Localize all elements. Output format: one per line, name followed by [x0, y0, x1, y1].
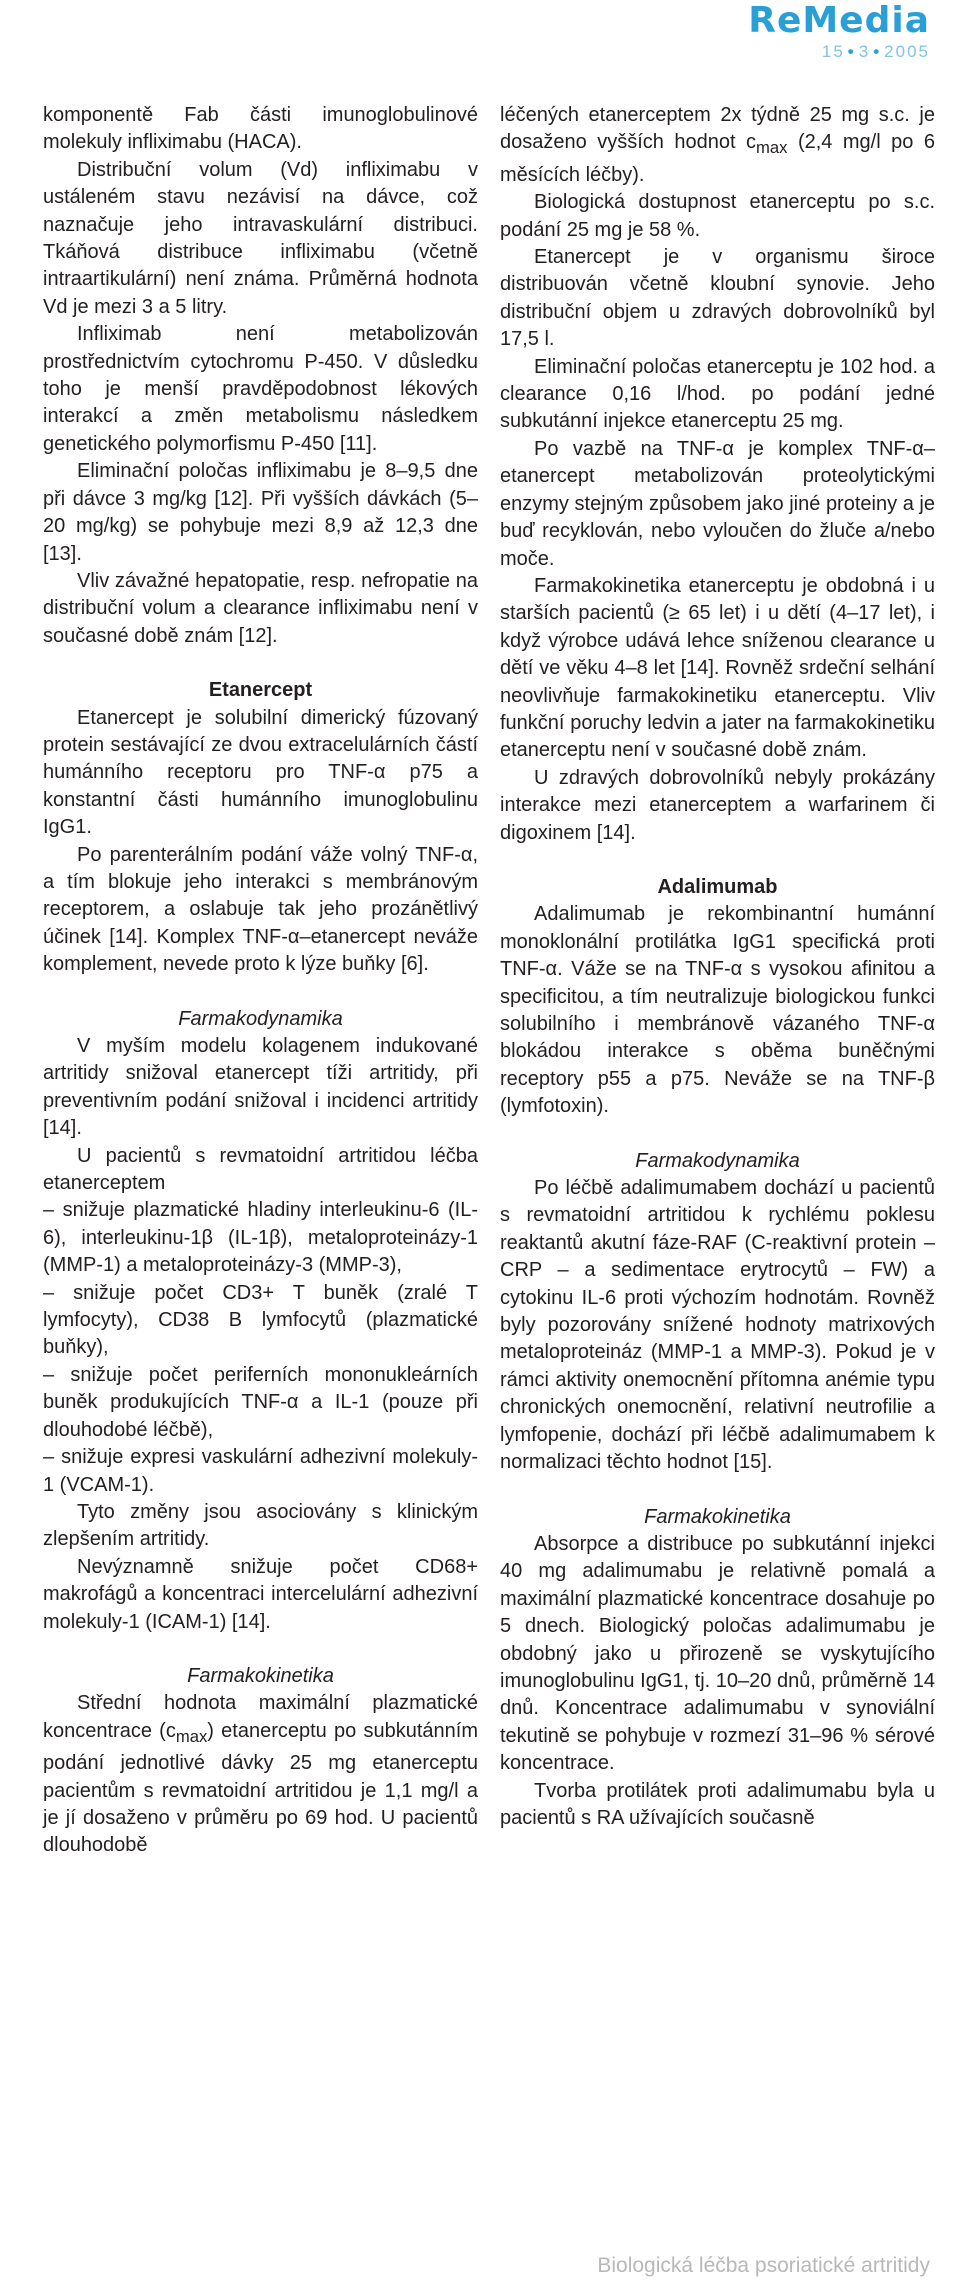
issue-number: 3	[858, 42, 871, 61]
subsection-heading-farmakodynamika: Farmakodynamika	[178, 1007, 343, 1030]
subsection-heading-farmakokinetika: Farmakokinetika	[187, 1664, 334, 1687]
paragraph	[43, 1690, 478, 1859]
section-heading-adalimumab: Adalimumab	[657, 875, 778, 898]
paragraph: Po parenterálním podání váže volný TNF-α, a tím blokuje jeho interakci s membránovým receptorem, a oslabuje tak jeho prozánětlivý účinek [14]. Komplex TNF-α–etanercept neváže komplement, nevede proto k lýze buňky [6].	[43, 843, 478, 976]
left-column	[43, 102, 478, 1860]
paragraph: Etanercept je solubilní dimerický fúzovaný protein sestávající ze dvou extracelulárních částí humánního receptoru pro TNF-α p75 a konstantní části humánního imunoglobulinu IgG1.	[43, 706, 478, 839]
text-run: (2,4 mg/l po 6 měsících léčby).	[500, 131, 935, 186]
list-item: – snižuje plazmatické hladiny interleukinu-6 (IL-6), interleukinu-1β (IL-1β), metaloproteinázy-1 (MMP-1) a metaloproteinázy-3 (MMP-3),	[43, 1199, 478, 1277]
paragraph	[500, 102, 935, 189]
paragraph: Nevýznamně snižuje počet CD68+ makrofágů a koncentraci intercelulární adhezivní molekuly-1 (ICAM-1) [14].	[43, 1555, 478, 1633]
issue-info	[748, 42, 930, 62]
paragraph: Biologická dostupnost etanerceptu po s.c. podání 25 mg je 58 %.	[500, 191, 935, 241]
text-run: ) etanerceptu po subkutánním podání jednotlivé dávky 25 mg etanerceptu pacientům s revmatoidní artritidou je 1,1 mg/l a je jí dosaženo v průměru po 69 hod. U pacientů dlouhodobě	[43, 1719, 478, 1857]
paragraph: Absorpce a distribuce po subkutánní injekci 40 mg adalimumabu je relativně pomalá a maximální plazmatické koncentrace dosahuje po 5 dnech. Biologický poločas adalimumabu je obdobný jako u přirozeně se vyskytujícího imunoglobulinu IgG1, tj. 10–20 dnů, průměrně 14 dnů. Koncentrace adalimumabu v synoviální tekutině se pohybuje v rozmezí 31–96 % sérové koncentrace.	[500, 1532, 935, 1775]
subscript: max	[175, 1726, 208, 1746]
journal-logo: ReMedia	[748, 0, 930, 41]
paragraph: Po vazbě na TNF-α je komplex TNF-α–etanercept metabolizován proteolytickými enzymy stejným způsobem jako jiné proteiny a je buď recyklován, nebo vyloučen do žluče a/nebo moče.	[500, 437, 935, 570]
paragraph: U zdravých dobrovolníků nebyly prokázány interakce mezi etanerceptem a warfarinem či digoxinem [14].	[500, 766, 935, 844]
text-run: léčených etanerceptem 2x týdně 25 mg s.c. je dosaženo vyšších hodnot c	[500, 104, 935, 154]
issue-day: 15	[821, 42, 845, 61]
paragraph: Adalimumab je rekombinantní humánní monoklonální protilátka IgG1 specifická proti TNF-α. Váže se na TNF-α s vysokou afinitou a specificitou, a tím neutralizuje biologickou funkci solubilního i membránově vázaného TNF-α blokádou interakce s oběma buněčnými receptory p55 a p75. Neváže se na TNF-β (lymfotoxin).	[500, 903, 935, 1118]
paragraph: Farmakokinetika etanerceptu je obdobná i u starších pacientů (≥ 65 let) i u dětí (4–17 let), i když výrobce udává lehce sníženou clearance u dětí ve věku 4–8 let [14]. Rovněž srdeční selhání neovlivňuje farmakokinetiku etanerceptu. Vliv funkční poruchy ledvin a jater na farmakokinetiku etanerceptu není v současné době znám.	[500, 574, 935, 762]
issue-year: 2005	[884, 42, 930, 61]
list-item: – snižuje expresi vaskulární adhezivní molekuly-1 (VCAM-1).	[43, 1446, 478, 1496]
effects-list	[43, 1197, 478, 1498]
list-item: – snižuje počet periferních mononukleárních buněk produkujících TNF-α a IL-1 (pouze při dlouhodobé léčbě),	[43, 1363, 478, 1441]
paragraph: Po léčbě adalimumabem dochází u pacientů s revmatoidní artritidou k rychlému poklesu reaktantů akutní fáze-RAF (C-reaktivní protein – CRP – a sedimentace erytrocytů – FW) a cytokinu IL-6 proti výchozím hodnotám. Rovněž byly pozorovány snížené hodnoty matrixových metaloproteináz (MMP-1 a MMP-3). Pokud je v rámci aktivity onemocnění přítomna anémie typu chronických onemocnění, relativní neutrofilie a lymfopenie, dochází při léčbě adalimumabem k normalizaci těchto hodnot [15].	[500, 1177, 935, 1474]
paragraph: V myším modelu kolagenem indukované artritidy snižoval etanercept tíži artritidy, při preventivním podání snižoval i incidenci artritidy [14].	[43, 1035, 478, 1140]
text-run: Střední hodnota maximální plazmatické koncentrace (c	[43, 1692, 478, 1742]
paragraph: Etanercept je v organismu široce distribuován včetně kloubní synovie. Jeho distribuční objem u zdravých dobrovolníků byl 17,5 l.	[500, 246, 935, 351]
issue-separator: •	[847, 42, 856, 61]
paragraph: Tyto změny jsou asociovány s klinickým zlepšením artritidy.	[43, 1500, 478, 1551]
paragraph: Eliminační poločas etanerceptu je 102 hod. a clearance 0,16 l/hod. po podání jedné subkutánní injekce etanerceptu 25 mg.	[500, 355, 935, 433]
paragraph: U pacientů s revmatoidní artritidou léčba etanerceptem	[43, 1144, 478, 1195]
paragraph: Vliv závažné hepatopatie, resp. nefropatie na distribuční volum a clearance infliximabu není v současné době znám [12].	[43, 569, 478, 647]
paragraph: Distribuční volum (Vd) infliximabu v ustáleném stavu nezávisí na dávce, což naznačuje jeho intravaskulární distribuci. Tkáňová distribuce infliximabu (včetně intraartikulární) není známa. Průměrná hodnota Vd je mezi 3 a 5 litry.	[43, 158, 478, 318]
page-header	[748, 0, 930, 62]
list-item: – snižuje počet CD3+ T buněk (zralé T lymfocyty), CD38 B lymfocytů (plazmatické buňky),	[43, 1281, 478, 1359]
section-heading-etanercept: Etanercept	[208, 679, 313, 702]
issue-separator: •	[873, 42, 882, 61]
subsection-heading-farmakodynamika: Farmakodynamika	[635, 1149, 800, 1172]
subsection-heading-farmakokinetika: Farmakokinetika	[644, 1505, 791, 1528]
paragraph: komponentě Fab části imunoglobulinové molekuly infliximabu (HACA).	[43, 104, 478, 154]
paragraph: Eliminační poločas infliximabu je 8–9,5 dne při dávce 3 mg/kg [12]. Při vyšších dávkách (5–20 mg/kg) se pohybuje mezi 8,9 až 12,3 dne [13].	[43, 460, 478, 565]
running-footer: Biologická léčba psoriatické artritidy	[597, 2254, 930, 2277]
subscript: max	[756, 138, 788, 158]
paragraph: Tvorba protilátek proti adalimumabu byla u pacientů s RA užívajících současně	[500, 1779, 935, 1829]
paragraph: Infliximab není metabolizován prostřednictvím cytochromu P-450. V důsledku toho je menší pravděpodobnost lékových interakcí a změn metabolismu následkem genetického polymorfismu P-450 [11].	[43, 323, 478, 455]
right-column	[500, 102, 935, 1832]
